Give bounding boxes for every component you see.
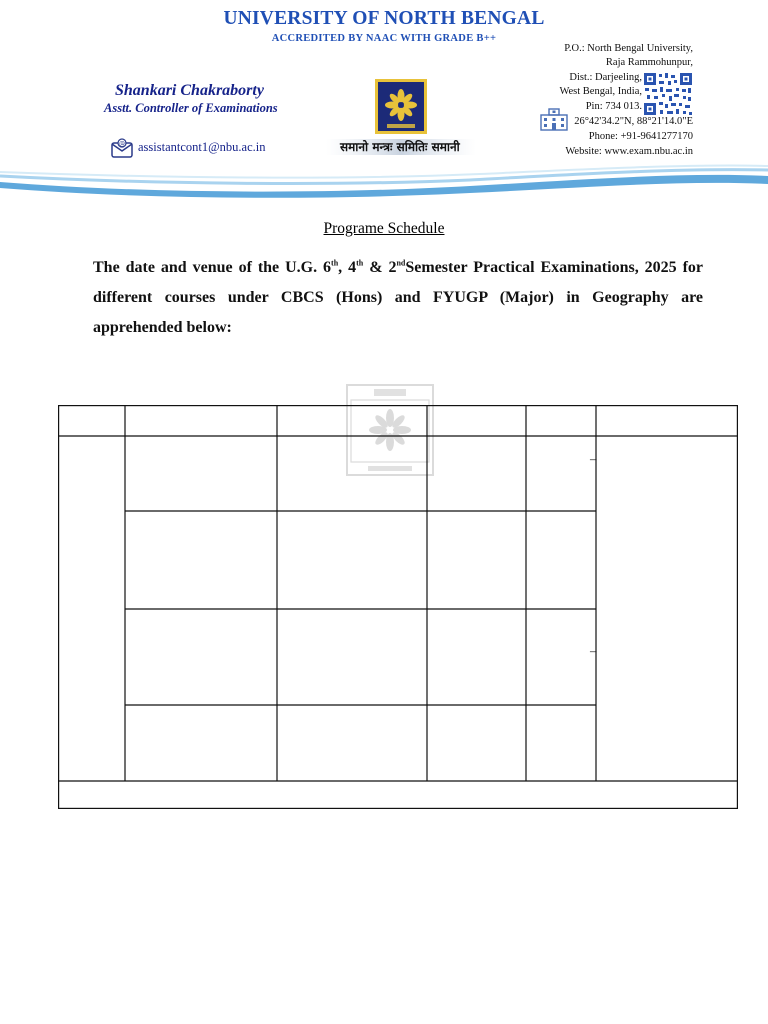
dash-mark: – — [590, 451, 597, 466]
address-line: Pin: 734 013. — [585, 101, 642, 112]
schedule-table — [58, 405, 738, 809]
accreditation-line: ACCREDITED BY NAAC WITH GRADE B++ — [271, 33, 497, 44]
document-title: Programe Schedule — [323, 220, 445, 237]
motto-text: समानो मन्त्रः समितिः समानी — [340, 140, 460, 154]
address-line: Dist.: Darjeeling, — [569, 72, 642, 83]
email-icon — [111, 138, 133, 158]
address-line: 26°42'34.2"N, 88°21'14.0"E — [574, 116, 693, 127]
qr-code-icon — [643, 72, 693, 116]
header-wave-divider — [0, 160, 768, 200]
superscript: th — [331, 258, 339, 268]
address-line: Raja Rammohunpur, — [605, 57, 693, 68]
address-line: West Bengal, India, — [559, 86, 642, 97]
svg-text:@: @ — [119, 140, 125, 148]
dash-mark: – — [590, 643, 597, 658]
university-seal-logo — [375, 79, 427, 134]
address-line[interactable]: Website: www.exam.nbu.ac.in — [565, 146, 693, 157]
address-line: P.O.: North Bengal University, — [564, 43, 693, 54]
superscript: th — [356, 258, 364, 268]
university-name: UNIVERSITY OF NORTH BENGAL — [223, 8, 545, 29]
intro-paragraph: The date and venue of the U.G. 6th, 4th & 2ndSemester Practical Examinations, 2025 for different courses under CBCS (Hons) and FYUGP (Major) in Geography are apprehended below: — [93, 258, 704, 336]
address-line: Phone: +91-9641277170 — [588, 131, 693, 142]
building-icon — [540, 107, 568, 131]
officer-name: Shankari Chakraborty — [115, 82, 264, 99]
email-address[interactable]: assistantcont1@nbu.ac.in — [138, 140, 266, 154]
officer-designation: Asstt. Controller of Examinations — [104, 101, 278, 115]
superscript: nd — [396, 258, 406, 268]
